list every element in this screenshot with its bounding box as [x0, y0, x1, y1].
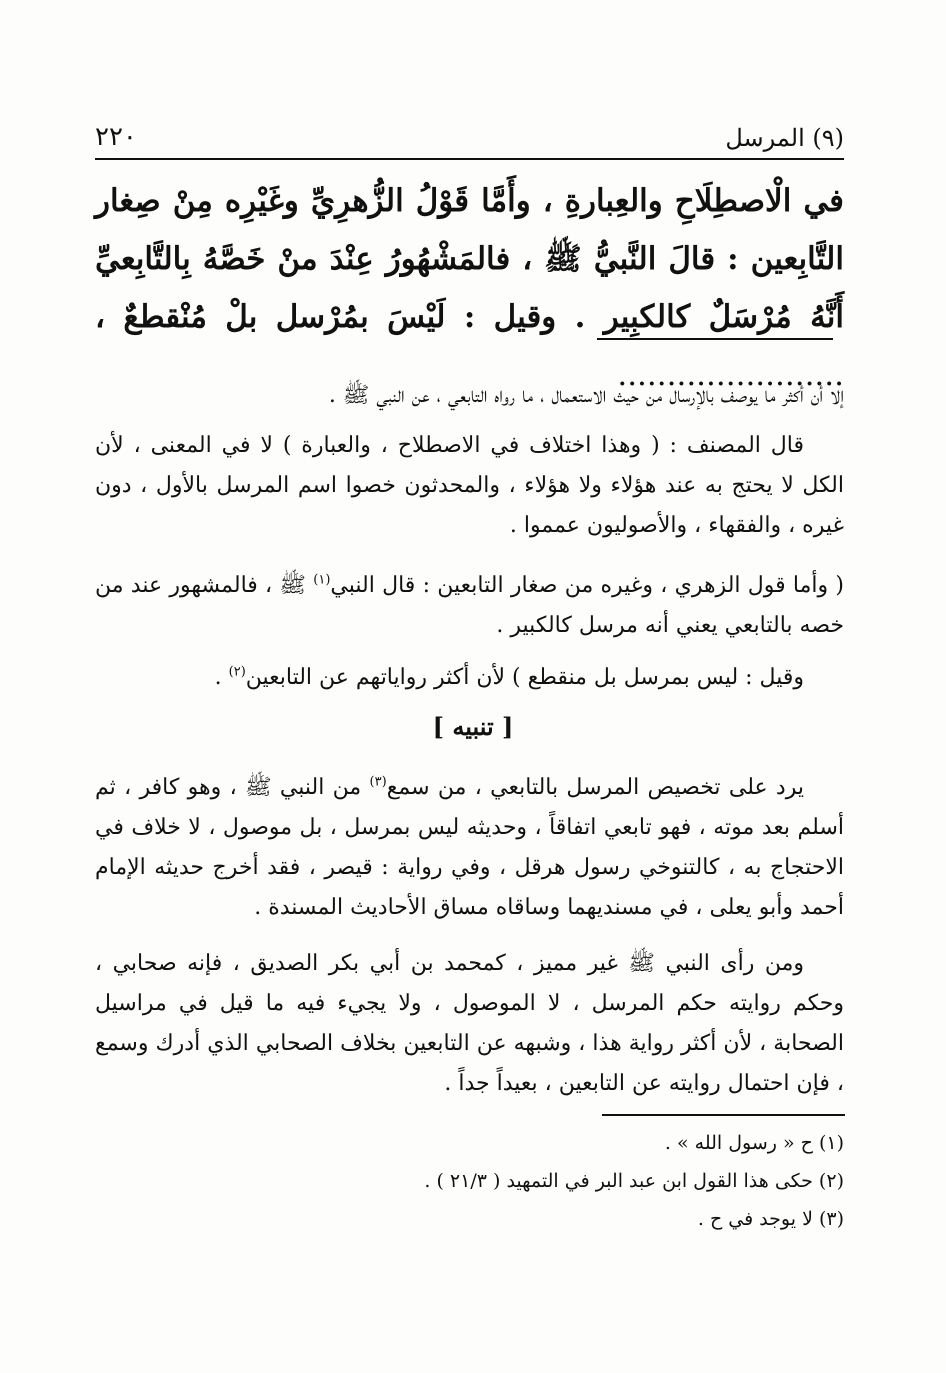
- paragraph-3-text-b: ﷺ ، فالمشهور عند من خصه بالتابعي يعني أنه مرسل كالكبير .: [95, 573, 844, 638]
- commentary-paragraph-4: [95, 658, 844, 698]
- base-text-dots: .......................: [617, 357, 844, 393]
- paragraph-4-text-a: وقيل : ليس بمرسل بل منقطع ) لأن أكثر رواياتهم عن التابعين: [245, 665, 804, 690]
- base-text: [95, 172, 844, 404]
- section-heading: [ تنبيه ]: [432, 712, 514, 741]
- footnotes: [95, 1124, 844, 1238]
- commentary-paragraph-2: قال المصنف : ( وهذا اختلاف في الاصطلاح ، والعبارة ) لا في المعنى ، لأن الكل لا يحتج به عند هؤلاء ولا هؤلاء ، والمحدثون خصوا اسم المرسل بالأول ، دون غيره ، والفقهاء ، والأصوليون عمموا .: [95, 433, 844, 538]
- commentary-paragraph-3: [95, 566, 844, 646]
- commentary-paragraph-5: [95, 768, 844, 928]
- paragraph-4-text-b: .: [214, 665, 229, 690]
- footnote-ref-2: (٢): [228, 664, 246, 680]
- paragraph-5-text-b: من النبي ﷺ ، وهو كافر ، ثم أسلم بعد موته ، فهو تابعي اتفاقاً ، وحديثه ليس بمرسل ، بل موصول ، لا خلاف في الاحتجاج به ، كالتنوخي رسول هرقل ، وفي رواية : قيصر ، فقد أخرج حديثه الإمام أحمد وأبو يعلى ، في مسنديهما وساقاه مساق الأحاديث المسندة .: [95, 775, 844, 920]
- base-text-divider: [597, 338, 833, 340]
- footnote-ref-1: (١): [313, 572, 331, 588]
- commentary-paragraph-1: إلا أن أكثر ما يوصف بالإرسال من حيث الاستعمال ، ما رواه التابعي ، عن النبي ﷺ .: [328, 383, 844, 408]
- footnote-1: (١) ح « رسول الله » .: [664, 1132, 844, 1154]
- footnote-ref-3: (٣): [369, 774, 387, 790]
- page-number: ٢٢٠: [95, 122, 137, 152]
- commentary-paragraph-6: ومن رأى النبي ﷺ غير مميز ، كمحمد بن أبي بكر الصديق ، فإنه صحابي ، وحكم روايته حكم المرسل ، لا الموصول ، ولا يجيء فيه ما قيل في مراسيل الصحابة ، لأن أكثر رواية هذا ، وشبهه عن التابعين بخلاف الصحابي الذي أدرك وسمع ، فإن احتمال روايته عن التابعين ، بعيداً جداً .: [95, 951, 844, 1096]
- footnote-2: (٢) حكى هذا القول ابن عبد البر في التمهيد ( ٢١/٣ ) .: [424, 1170, 844, 1192]
- running-header: [95, 108, 844, 160]
- footnote-3: (٣) لا يوجد في ح .: [697, 1208, 844, 1230]
- section-title: (٩) المرسل: [725, 124, 844, 152]
- footnote-divider: [602, 1114, 845, 1116]
- paragraph-3-text-a: ( وأما قول الزهري ، وغيره من صغار التابعين : قال النبي: [330, 573, 844, 598]
- paragraph-5-text-a: يرد على تخصيص المرسل بالتابعي ، من سمع: [386, 775, 804, 800]
- base-text-body: في الْاصطِلَاحِ والعِبارةِ ، وأَمَّا قَوْلُ الزُّهرِيِّ وغَيْرِه مِنْ صِغار التَّابِعين : قالَ النَّبيُّ ﷺ ، فالمَشْهُورُ عِنْدَ منْ خَصَّهُ بِالتَّابِعيِّ أَنَّهُ مُرْسَلٌ كالكبِير . وقيل : لَيْسَ بمُرْسل بلْ مُنْقطعٌ ،: [95, 183, 844, 335]
